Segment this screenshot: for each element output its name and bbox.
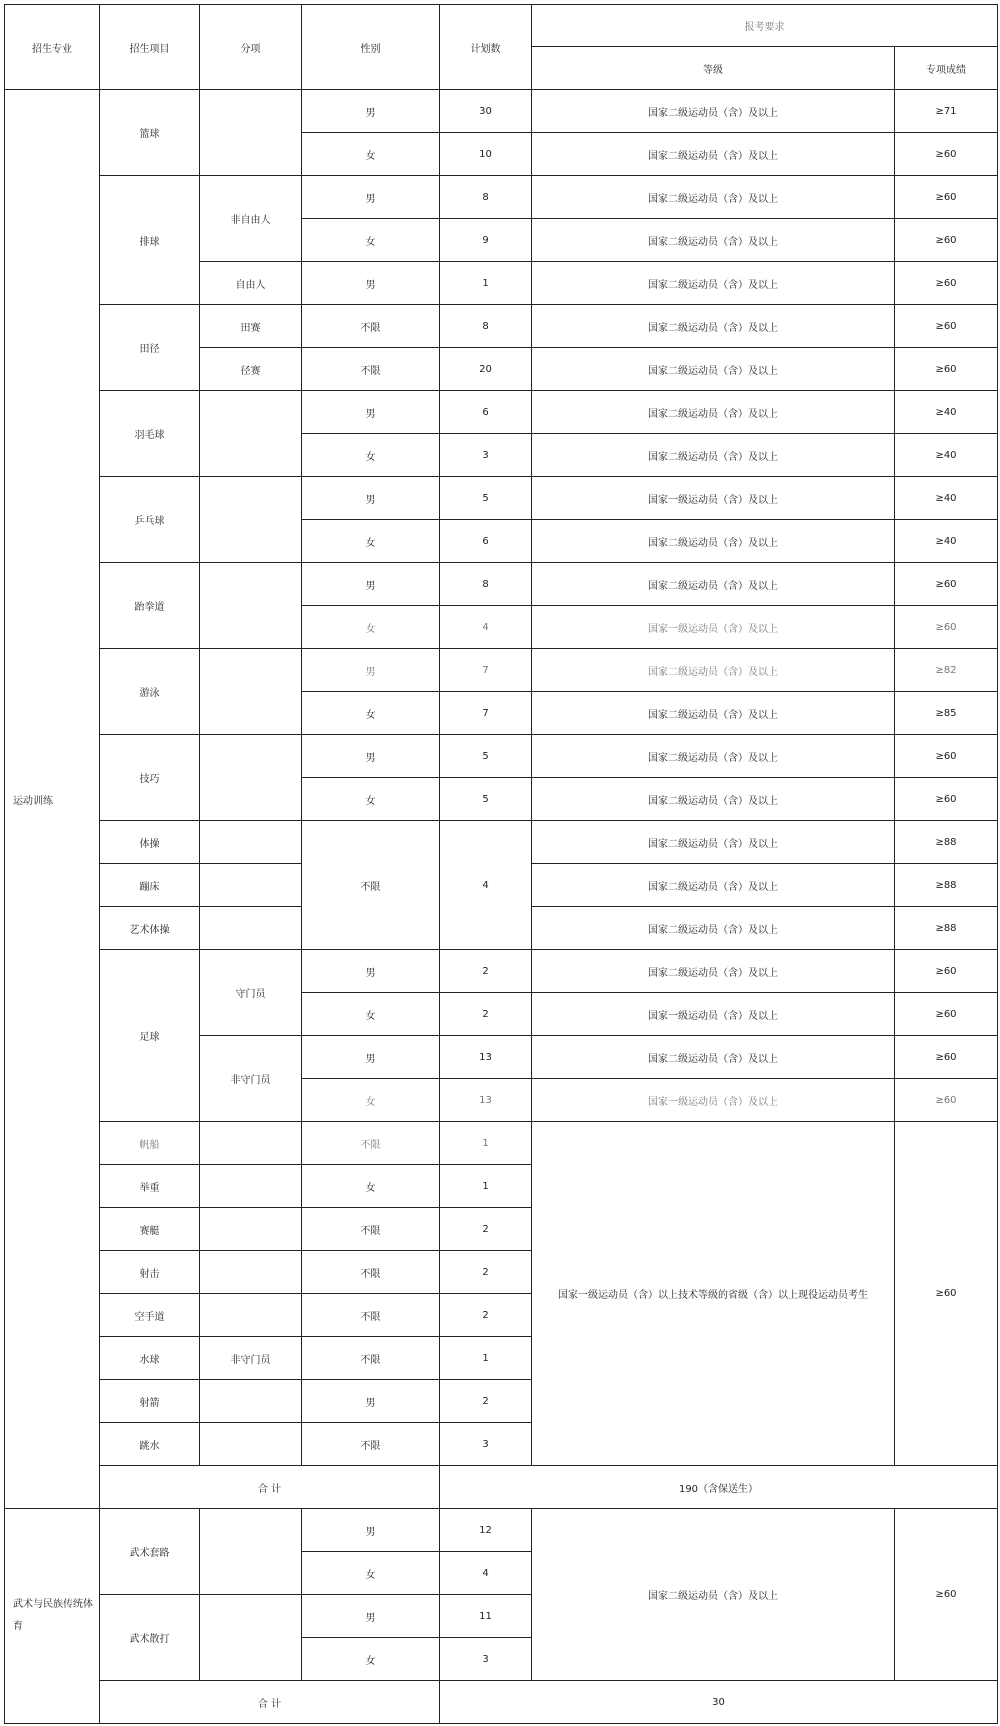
gender-cell: 男 — [302, 176, 440, 219]
score-cell: ≥60 — [895, 778, 998, 821]
gender-cell: 不限 — [302, 821, 440, 950]
level-cell: 国家二级运动员（含）及以上 — [532, 864, 895, 907]
project-cell: 羽毛球 — [100, 391, 200, 477]
gender-cell: 男 — [302, 563, 440, 606]
level-cell: 国家一级运动员（含）及以上 — [532, 477, 895, 520]
project-cell: 田径 — [100, 305, 200, 391]
score-cell: ≥85 — [895, 692, 998, 735]
sub-cell — [200, 864, 302, 907]
sub-cell: 自由人 — [200, 262, 302, 305]
level-cell: 国家二级运动员（含）及以上 — [532, 1036, 895, 1079]
plan-cell: 13 — [440, 1079, 532, 1122]
score-cell: ≥60 — [895, 950, 998, 993]
plan-cell: 5 — [440, 778, 532, 821]
project-cell: 排球 — [100, 176, 200, 305]
gender-cell: 女 — [302, 692, 440, 735]
score-cell: ≥60 — [895, 219, 998, 262]
table-row — [5, 821, 998, 864]
project-cell: 举重 — [100, 1165, 200, 1208]
level-cell: 国家二级运动员（含）及以上 — [532, 649, 895, 692]
total-value: 190（含保送生） — [440, 1466, 998, 1509]
sub-cell — [200, 649, 302, 735]
sub-cell — [200, 563, 302, 649]
plan-cell: 1 — [440, 1122, 532, 1165]
major-cell: 武术与民族传统体育 — [5, 1509, 100, 1724]
plan-cell: 1 — [440, 1165, 532, 1208]
plan-cell: 2 — [440, 950, 532, 993]
level-cell: 国家二级运动员（含）及以上 — [532, 735, 895, 778]
sub-cell: 田赛 — [200, 305, 302, 348]
header-project: 招生项目 — [100, 5, 200, 90]
sub-cell: 守门员 — [200, 950, 302, 1036]
sub-cell — [200, 1595, 302, 1681]
table-row — [5, 563, 998, 606]
score-cell: ≥71 — [895, 90, 998, 133]
table-row — [5, 1122, 998, 1165]
project-cell: 足球 — [100, 950, 200, 1122]
sub-cell — [200, 907, 302, 950]
gender-cell: 男 — [302, 735, 440, 778]
project-cell: 游泳 — [100, 649, 200, 735]
score-cell: ≥88 — [895, 864, 998, 907]
level-cell: 国家二级运动员（含）及以上 — [532, 563, 895, 606]
gender-cell: 女 — [302, 133, 440, 176]
project-cell: 艺术体操 — [100, 907, 200, 950]
sub-cell — [200, 1122, 302, 1165]
score-cell: ≥60 — [895, 606, 998, 649]
project-cell: 水球 — [100, 1337, 200, 1380]
plan-cell: 6 — [440, 520, 532, 563]
gender-cell: 不限 — [302, 1122, 440, 1165]
project-cell: 赛艇 — [100, 1208, 200, 1251]
table-row — [5, 176, 998, 219]
sub-cell — [200, 735, 302, 821]
plan-cell: 2 — [440, 1380, 532, 1423]
score-cell: ≥82 — [895, 649, 998, 692]
level-cell: 国家一级运动员（含）及以上 — [532, 993, 895, 1036]
score-cell: ≥60 — [895, 563, 998, 606]
plan-cell: 3 — [440, 1423, 532, 1466]
plan-cell: 12 — [440, 1509, 532, 1552]
plan-cell: 8 — [440, 305, 532, 348]
total-label: 合 计 — [100, 1466, 440, 1509]
gender-cell: 女 — [302, 993, 440, 1036]
level-cell: 国家二级运动员（含）及以上 — [532, 391, 895, 434]
project-cell: 射击 — [100, 1251, 200, 1294]
project-cell: 射箭 — [100, 1380, 200, 1423]
plan-cell: 2 — [440, 1208, 532, 1251]
plan-cell: 3 — [440, 1638, 532, 1681]
sub-cell — [200, 391, 302, 477]
gender-cell: 男 — [302, 90, 440, 133]
level-cell: 国家二级运动员（含）及以上 — [532, 821, 895, 864]
gender-cell: 女 — [302, 219, 440, 262]
table-row — [5, 649, 998, 692]
sub-cell: 非守门员 — [200, 1337, 302, 1380]
admission-plan-table — [4, 4, 997, 1724]
header-major: 招生专业 — [5, 5, 100, 90]
level-cell: 国家一级运动员（含）及以上 — [532, 606, 895, 649]
plan-cell: 10 — [440, 133, 532, 176]
project-cell: 武术散打 — [100, 1595, 200, 1681]
gender-cell: 女 — [302, 1638, 440, 1681]
plan-cell: 2 — [440, 993, 532, 1036]
plan-cell: 1 — [440, 1337, 532, 1380]
project-cell: 乒乓球 — [100, 477, 200, 563]
gender-cell: 不限 — [302, 1251, 440, 1294]
table-row — [5, 90, 998, 133]
sub-cell: 非自由人 — [200, 176, 302, 262]
gender-cell: 女 — [302, 1165, 440, 1208]
project-cell: 蹦床 — [100, 864, 200, 907]
project-cell: 帆船 — [100, 1122, 200, 1165]
header-requirements: 报考要求 — [532, 5, 998, 47]
sub-cell: 非守门员 — [200, 1036, 302, 1122]
project-cell: 跆拳道 — [100, 563, 200, 649]
plan-cell: 4 — [440, 821, 532, 950]
plan-cell: 20 — [440, 348, 532, 391]
table-row — [5, 477, 998, 520]
plan-cell: 4 — [440, 606, 532, 649]
sub-cell — [200, 90, 302, 176]
gender-cell: 女 — [302, 778, 440, 821]
project-cell: 武术套路 — [100, 1509, 200, 1595]
sub-cell — [200, 1509, 302, 1595]
score-cell: ≥60 — [895, 735, 998, 778]
header-row — [5, 5, 998, 47]
sub-cell — [200, 1380, 302, 1423]
level-cell: 国家二级运动员（含）及以上 — [532, 133, 895, 176]
header-score: 专项成绩 — [895, 47, 998, 90]
level-cell: 国家二级运动员（含）及以上 — [532, 262, 895, 305]
table-row — [5, 305, 998, 348]
score-cell: ≥60 — [895, 176, 998, 219]
total-value: 30 — [440, 1681, 998, 1724]
score-cell: ≥88 — [895, 907, 998, 950]
gender-cell: 女 — [302, 1552, 440, 1595]
score-cell: ≥40 — [895, 520, 998, 563]
gender-cell: 女 — [302, 434, 440, 477]
level-cell: 国家二级运动员（含）及以上 — [532, 1509, 895, 1681]
plan-cell: 9 — [440, 219, 532, 262]
level-cell: 国家二级运动员（含）及以上 — [532, 950, 895, 993]
header-gender: 性别 — [302, 5, 440, 90]
gender-cell: 女 — [302, 606, 440, 649]
plan-cell: 1 — [440, 262, 532, 305]
gender-cell: 女 — [302, 520, 440, 563]
total-row — [5, 1681, 998, 1724]
level-cell: 国家二级运动员（含）及以上 — [532, 520, 895, 563]
score-cell: ≥40 — [895, 477, 998, 520]
gender-cell: 女 — [302, 1079, 440, 1122]
project-cell: 技巧 — [100, 735, 200, 821]
project-cell: 空手道 — [100, 1294, 200, 1337]
header-sub: 分项 — [200, 5, 302, 90]
header-plan: 计划数 — [440, 5, 532, 90]
gender-cell: 不限 — [302, 1423, 440, 1466]
table-row — [5, 391, 998, 434]
level-cell: 国家二级运动员（含）及以上 — [532, 348, 895, 391]
score-cell: ≥40 — [895, 434, 998, 477]
gender-cell: 不限 — [302, 348, 440, 391]
gender-cell: 不限 — [302, 305, 440, 348]
gender-cell: 男 — [302, 1380, 440, 1423]
score-cell: ≥60 — [895, 348, 998, 391]
score-cell: ≥60 — [895, 1509, 998, 1681]
total-label: 合 计 — [100, 1681, 440, 1724]
table-row — [5, 1509, 998, 1552]
sub-cell — [200, 821, 302, 864]
score-cell: ≥60 — [895, 993, 998, 1036]
plan-cell: 2 — [440, 1294, 532, 1337]
plan-cell: 6 — [440, 391, 532, 434]
gender-cell: 男 — [302, 391, 440, 434]
sub-cell — [200, 477, 302, 563]
major-cell: 运动训练 — [5, 90, 100, 1509]
plan-cell: 30 — [440, 90, 532, 133]
project-cell: 篮球 — [100, 90, 200, 176]
sub-cell: 径赛 — [200, 348, 302, 391]
gender-cell: 男 — [302, 950, 440, 993]
plan-cell: 13 — [440, 1036, 532, 1079]
gender-cell: 男 — [302, 1509, 440, 1552]
level-cell: 国家二级运动员（含）及以上 — [532, 90, 895, 133]
plan-cell: 7 — [440, 692, 532, 735]
score-cell: ≥60 — [895, 1036, 998, 1079]
score-cell: ≥88 — [895, 821, 998, 864]
level-cell: 国家二级运动员（含）及以上 — [532, 219, 895, 262]
table-row — [5, 735, 998, 778]
table-row — [5, 950, 998, 993]
plan-cell: 3 — [440, 434, 532, 477]
plan-cell: 8 — [440, 563, 532, 606]
plan-cell: 7 — [440, 649, 532, 692]
gender-cell: 男 — [302, 262, 440, 305]
project-cell: 跳水 — [100, 1423, 200, 1466]
sub-cell — [200, 1165, 302, 1208]
score-cell: ≥60 — [895, 305, 998, 348]
plan-cell: 4 — [440, 1552, 532, 1595]
sub-cell — [200, 1251, 302, 1294]
level-cell: 国家二级运动员（含）及以上 — [532, 176, 895, 219]
score-cell: ≥60 — [895, 1079, 998, 1122]
level-cell: 国家二级运动员（含）及以上 — [532, 434, 895, 477]
plan-cell: 8 — [440, 176, 532, 219]
gender-cell: 男 — [302, 477, 440, 520]
score-cell: ≥60 — [895, 262, 998, 305]
project-cell: 体操 — [100, 821, 200, 864]
level-cell: 国家一级运动员（含）以上技术等级的省级（含）以上现役运动员考生 — [532, 1122, 895, 1466]
plan-cell: 5 — [440, 477, 532, 520]
gender-cell: 不限 — [302, 1294, 440, 1337]
plan-cell: 5 — [440, 735, 532, 778]
gender-cell: 男 — [302, 649, 440, 692]
score-cell: ≥60 — [895, 133, 998, 176]
gender-cell: 男 — [302, 1595, 440, 1638]
header-level: 等级 — [532, 47, 895, 90]
plan-cell: 2 — [440, 1251, 532, 1294]
sub-cell — [200, 1208, 302, 1251]
gender-cell: 不限 — [302, 1337, 440, 1380]
level-cell: 国家二级运动员（含）及以上 — [532, 692, 895, 735]
gender-cell: 男 — [302, 1036, 440, 1079]
sub-cell — [200, 1423, 302, 1466]
plan-cell: 11 — [440, 1595, 532, 1638]
gender-cell: 不限 — [302, 1208, 440, 1251]
level-cell: 国家二级运动员（含）及以上 — [532, 778, 895, 821]
total-row — [5, 1466, 998, 1509]
level-cell: 国家二级运动员（含）及以上 — [532, 305, 895, 348]
level-cell: 国家一级运动员（含）及以上 — [532, 1079, 895, 1122]
level-cell: 国家二级运动员（含）及以上 — [532, 907, 895, 950]
sub-cell — [200, 1294, 302, 1337]
score-cell: ≥60 — [895, 1122, 998, 1466]
score-cell: ≥40 — [895, 391, 998, 434]
